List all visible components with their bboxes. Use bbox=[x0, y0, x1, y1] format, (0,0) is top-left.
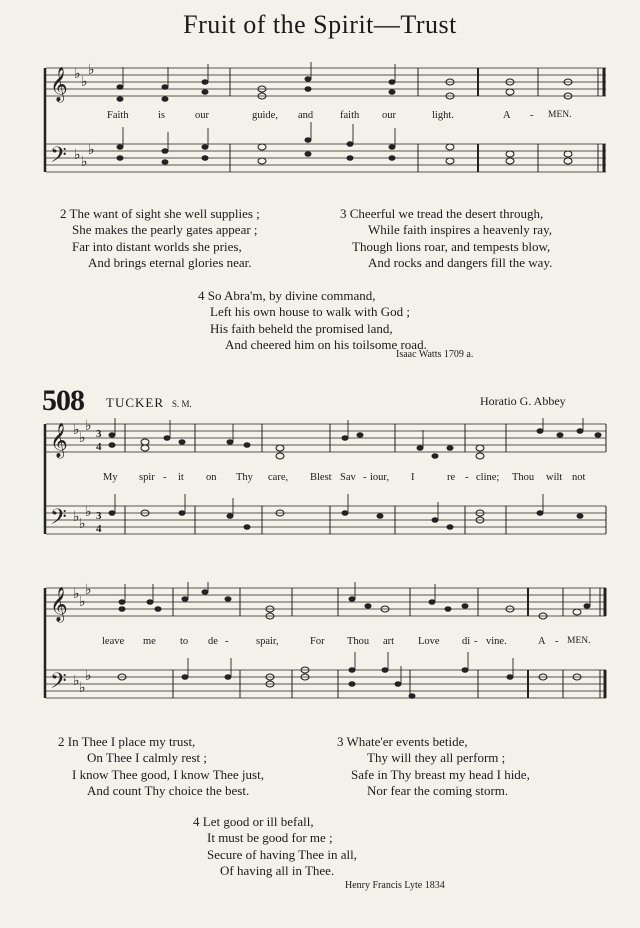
lyric-syllable: - bbox=[530, 110, 534, 121]
svg-text:𝄢: 𝄢 bbox=[50, 505, 67, 535]
lyric-syllable: me bbox=[143, 636, 156, 647]
hymn-title: Fruit of the Spirit—Trust bbox=[183, 10, 457, 39]
lyric-syllable: iour, bbox=[370, 472, 390, 483]
verse-line: On Thee I calmly rest ; bbox=[87, 750, 207, 766]
lyric-syllable: - bbox=[363, 472, 367, 483]
verse-line: 4 So Abra'm, by divine command, bbox=[198, 288, 376, 303]
verse-line: She makes the pearly gates appear ; bbox=[72, 222, 258, 238]
svg-text:♭: ♭ bbox=[74, 66, 81, 82]
hymn-number: 508 bbox=[42, 384, 84, 417]
lyric-syllable: Blest bbox=[310, 472, 332, 483]
svg-text:♭: ♭ bbox=[73, 422, 80, 438]
svg-text:♭: ♭ bbox=[85, 504, 92, 520]
music-score-upper bbox=[40, 62, 610, 192]
svg-text:♭: ♭ bbox=[85, 582, 92, 598]
tune-name bbox=[106, 395, 192, 411]
svg-text:𝄞: 𝄞 bbox=[50, 587, 68, 622]
svg-text:♭: ♭ bbox=[79, 680, 86, 696]
music-score-lower-1 bbox=[40, 418, 610, 548]
verse-line: 3 Cheerful we tread the desert through, bbox=[340, 206, 544, 221]
svg-text:♭: ♭ bbox=[88, 142, 95, 158]
lyric-syllable: Love bbox=[418, 636, 440, 647]
music-score-lower-2 bbox=[40, 582, 610, 712]
verse-2-lower bbox=[58, 734, 264, 799]
svg-text:♭: ♭ bbox=[79, 430, 86, 446]
svg-text:♭: ♭ bbox=[81, 74, 88, 90]
lyric-syllable: art bbox=[383, 636, 395, 647]
verse-line: Nor fear the coming storm. bbox=[367, 782, 509, 798]
lyric-syllable: care, bbox=[268, 472, 289, 483]
verse-line: Of having all in Thee. bbox=[220, 862, 335, 878]
verse-line: Secure of having Thee in all, bbox=[207, 846, 357, 862]
lyric-syllable: For bbox=[310, 636, 325, 647]
lyric-syllable: vine. bbox=[486, 636, 507, 647]
lyric-syllable: Sav bbox=[340, 472, 356, 483]
verse-line: 2 In Thee I place my trust, bbox=[58, 734, 196, 749]
verse-line: 2 The want of sight she well supplies ; bbox=[60, 206, 260, 221]
lyric-syllable: A bbox=[503, 110, 511, 121]
lyric-syllable: it bbox=[178, 472, 184, 483]
verse-line: 4 Let good or ill befall, bbox=[193, 814, 314, 829]
verse-line: And brings eternal glories near. bbox=[88, 254, 252, 270]
svg-text:♭: ♭ bbox=[85, 668, 92, 684]
verse-line: I know Thee good, I know Thee just, bbox=[72, 766, 264, 782]
verse-line: Thy will they all perform ; bbox=[367, 750, 506, 766]
lyric-syllable: - bbox=[225, 636, 229, 647]
svg-text:♭: ♭ bbox=[79, 594, 86, 610]
lyric-syllable: - bbox=[163, 472, 167, 483]
verse-3 bbox=[340, 206, 552, 271]
svg-text:♭: ♭ bbox=[81, 154, 88, 170]
lyric-syllable: I bbox=[411, 472, 415, 483]
lyric-syllable: de bbox=[208, 636, 218, 647]
lyric-syllable: MEN. bbox=[567, 636, 591, 646]
lyric-syllable: is bbox=[158, 110, 166, 121]
svg-text:3: 3 bbox=[96, 428, 102, 440]
lyric-syllable: Thou bbox=[347, 636, 370, 647]
lyric-syllable: di bbox=[462, 636, 471, 647]
tune-title: TUCKER bbox=[106, 395, 164, 410]
lyric-syllable: MEN. bbox=[548, 110, 572, 120]
lyric-syllable: - bbox=[474, 636, 478, 647]
svg-text:♭: ♭ bbox=[79, 516, 86, 532]
svg-text:𝄢: 𝄢 bbox=[50, 669, 67, 699]
verse-line: While faith inspires a heavenly ray, bbox=[368, 222, 552, 238]
lyric-syllable: leave bbox=[102, 636, 125, 647]
verse-line: Left his own house to walk with God ; bbox=[210, 304, 411, 320]
verse-4-lower bbox=[193, 814, 357, 879]
lyric-syllable: My bbox=[103, 472, 118, 483]
lyric-syllable: on bbox=[206, 472, 217, 483]
verse-3-lower bbox=[337, 734, 530, 799]
lyric-syllable: faith bbox=[340, 110, 360, 121]
svg-text:♭: ♭ bbox=[73, 509, 80, 525]
lyric-syllable: and bbox=[298, 110, 314, 121]
lyric-syllable: light. bbox=[432, 110, 454, 121]
svg-text:3: 3 bbox=[96, 510, 102, 522]
lyric-syllable: Thy bbox=[236, 472, 253, 483]
author-credit: Isaac Watts 1709 a. bbox=[396, 349, 474, 360]
verse-line: And cheered him on his toilsome road. bbox=[225, 336, 427, 352]
verse-line: Far into distant worlds she pries, bbox=[72, 238, 242, 254]
lyric-syllable: re bbox=[447, 472, 456, 483]
svg-text:𝄢: 𝄢 bbox=[50, 143, 67, 173]
svg-text:𝄞: 𝄞 bbox=[50, 423, 68, 458]
svg-text:♭: ♭ bbox=[74, 147, 81, 163]
svg-text:♭: ♭ bbox=[73, 586, 80, 602]
svg-text:4: 4 bbox=[96, 523, 102, 535]
verse-line: It must be good for me ; bbox=[207, 830, 333, 846]
author-credit-lower: Henry Francis Lyte 1834 bbox=[345, 880, 445, 891]
verse-line: And rocks and dangers fill the way. bbox=[368, 254, 553, 270]
verse-2 bbox=[60, 206, 260, 271]
verse-line: Safe in Thy breast my head I hide, bbox=[351, 766, 530, 782]
lyric-syllable: cline; bbox=[476, 472, 500, 483]
lyric-syllable: to bbox=[180, 636, 189, 647]
verse-4 bbox=[198, 288, 427, 353]
svg-text:4: 4 bbox=[96, 441, 102, 453]
verse-line: 3 Whate'er events betide, bbox=[337, 734, 468, 749]
svg-text:♭: ♭ bbox=[73, 673, 80, 689]
lyric-syllable: wilt bbox=[546, 472, 563, 483]
svg-text:𝄞: 𝄞 bbox=[50, 67, 68, 102]
lyric-syllable: Thou bbox=[512, 472, 535, 483]
svg-text:♭: ♭ bbox=[85, 418, 92, 434]
verse-line: And count Thy choice the best. bbox=[87, 782, 250, 798]
lyric-syllable: our bbox=[382, 110, 396, 121]
lyric-syllable: guide, bbox=[252, 110, 278, 121]
lyric-syllable: Faith bbox=[107, 110, 129, 121]
verse-line: His faith beheld the promised land, bbox=[210, 320, 393, 336]
meter: S. M. bbox=[172, 399, 192, 409]
composer-credit: Horatio G. Abbey bbox=[480, 394, 566, 408]
svg-text:♭: ♭ bbox=[88, 62, 95, 78]
lyric-syllable: - bbox=[555, 636, 559, 647]
lyric-syllable: our bbox=[195, 110, 209, 121]
lyric-syllable: spair, bbox=[256, 636, 279, 647]
verse-line: Though lions roar, and tempests blow, bbox=[352, 238, 551, 254]
lyric-syllable: A bbox=[538, 636, 546, 647]
lyric-syllable: not bbox=[572, 472, 586, 483]
lyric-syllable: spir bbox=[139, 472, 155, 483]
lyric-syllable: - bbox=[465, 472, 469, 483]
